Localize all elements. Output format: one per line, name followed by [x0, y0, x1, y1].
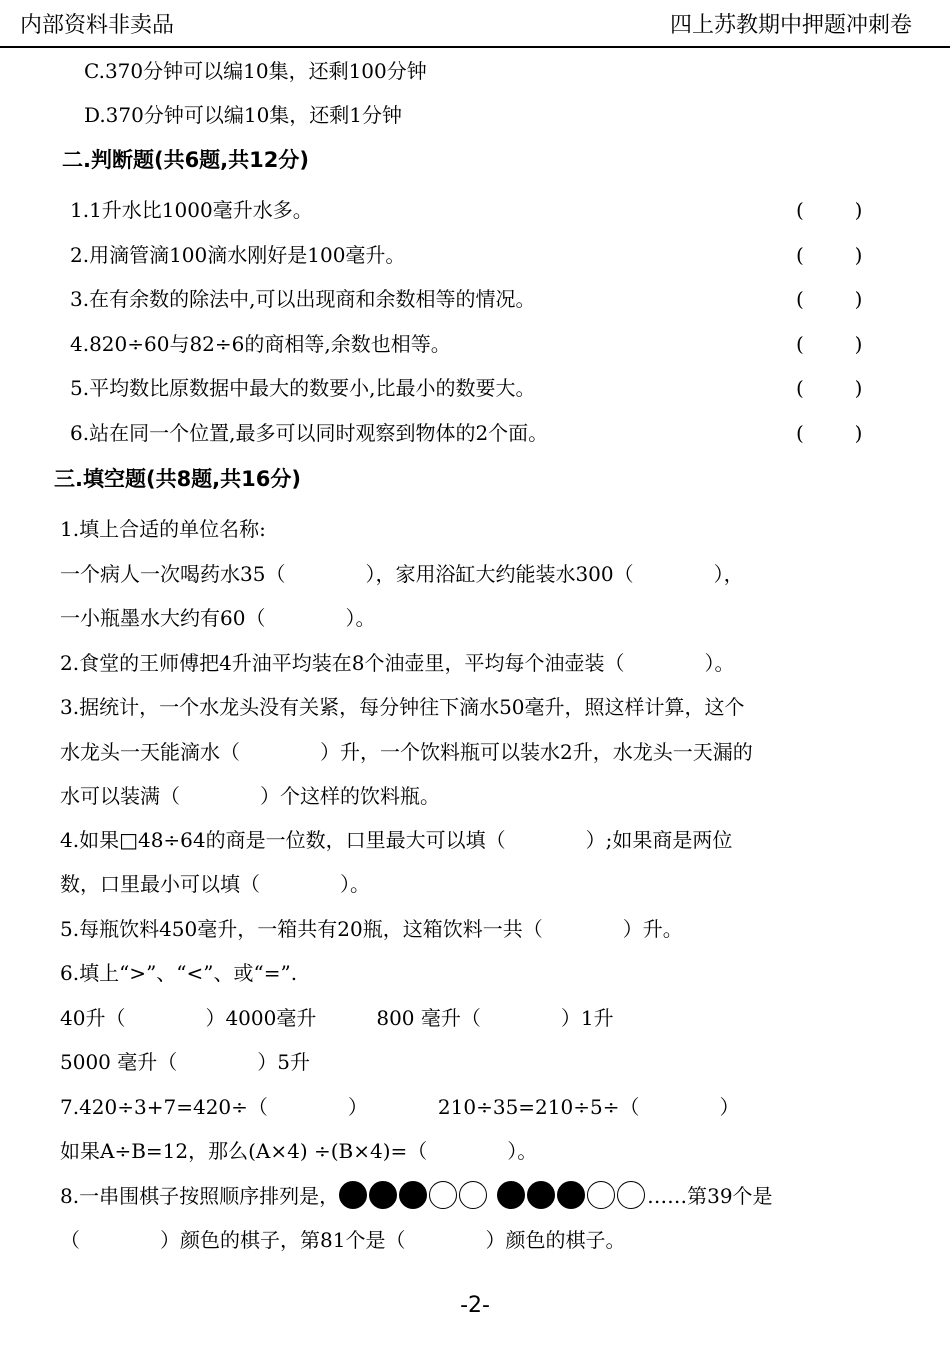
black-stone-icon [339, 1181, 367, 1209]
black-stone-icon [527, 1181, 555, 1209]
judgment-item: 2.用滴管滴100滴水刚好是100毫升。 [70, 243, 406, 267]
q8-suffix: ……第39个是 [647, 1184, 773, 1208]
white-stone-icon [617, 1181, 645, 1209]
answer-blank: ( ) [796, 243, 863, 267]
white-stone-icon [587, 1181, 615, 1209]
fill-in-line: 5000 毫升（ ）5升 [60, 1050, 310, 1074]
answer-blank: ( ) [796, 332, 863, 356]
header-right-text: 四上苏教期中押题冲刺卷 [669, 13, 912, 38]
answer-blank: ( ) [796, 198, 863, 222]
answer-blank: ( ) [796, 287, 863, 311]
header-left-text: 内部资料非卖品 [20, 13, 175, 38]
black-stone-icon [557, 1181, 585, 1209]
white-stone-icon [429, 1181, 457, 1209]
fill-in-line: 水龙头一天能滴水（ ）升，一个饮料瓶可以装水2升，水龙头一天漏的 [60, 740, 753, 764]
choice-option-d: D.370分钟可以编10集，还剩1分钟 [84, 103, 403, 127]
white-stone-icon [459, 1181, 487, 1209]
fill-in-line: （ ）颜色的棋子，第81个是（ ）颜色的棋子。 [60, 1228, 626, 1252]
choice-option-c: C.370分钟可以编10集，还剩100分钟 [84, 59, 427, 83]
q8-prefix: 8.一串围棋子按照顺序排列是， [60, 1184, 340, 1208]
fill-in-line: 数，口里最小可以填（ ）。 [60, 872, 370, 896]
q8-line [60, 1181, 773, 1210]
fill-in-line: 2.食堂的王师傅把4升油平均装在8个油壶里，平均每个油壶装（ ）。 [60, 651, 735, 675]
answer-blank: ( ) [796, 376, 863, 400]
judgment-item: 6.站在同一个位置,最多可以同时观察到物体的2个面。 [70, 421, 549, 445]
page-number: -2- [460, 1293, 490, 1318]
fill-in-line: 3.据统计，一个水龙头没有关紧，每分钟往下滴水50毫升，照这样计算，这个 [60, 695, 745, 719]
go-stone-sequence [339, 1184, 647, 1208]
fill-in-line: 6.填上“>”、“<”、或“=”. [60, 961, 298, 985]
answer-blank: ( ) [796, 421, 863, 445]
fill-in-line: 7.420÷3+7=420÷（ ） 210÷35=210÷5÷（ ） [60, 1095, 740, 1119]
fill-in-line: 如果A÷B=12，那么(A×4) ÷(B×4)=（ ）。 [60, 1139, 538, 1163]
judgment-item: 4.820÷60与82÷6的商相等,余数也相等。 [70, 332, 451, 356]
black-stone-icon [497, 1181, 525, 1209]
section-3-title: 三.填空题(共8题,共16分) [54, 467, 301, 491]
fill-in-line: 一小瓶墨水大约有60（ ）。 [60, 606, 376, 630]
black-stone-icon [369, 1181, 397, 1209]
fill-in-line: 4.如果□48÷64的商是一位数，口里最大可以填（ ）;如果商是两位 [60, 828, 733, 852]
black-stone-icon [399, 1181, 427, 1209]
judgment-item: 3.在有余数的除法中,可以出现商和余数相等的情况。 [70, 287, 536, 311]
page-header [0, 0, 950, 48]
fill-in-line: 1.填上合适的单位名称: [60, 517, 266, 541]
fill-in-line: 一个病人一次喝药水35（ ），家用浴缸大约能装水300（ ）， [60, 562, 744, 586]
fill-in-line: 5.每瓶饮料450毫升，一箱共有20瓶，这箱饮料一共（ ）升。 [60, 917, 683, 941]
judgment-item: 1.1升水比1000毫升水多。 [70, 198, 313, 222]
section-2-title: 二.判断题(共6题,共12分) [62, 148, 309, 172]
fill-in-line: 40升（ ）4000毫升 800 毫升（ ）1升 [60, 1006, 614, 1030]
fill-in-line: 水可以装满（ ）个这样的饮料瓶。 [60, 784, 440, 808]
judgment-item: 5.平均数比原数据中最大的数要小,比最小的数要大。 [70, 376, 536, 400]
